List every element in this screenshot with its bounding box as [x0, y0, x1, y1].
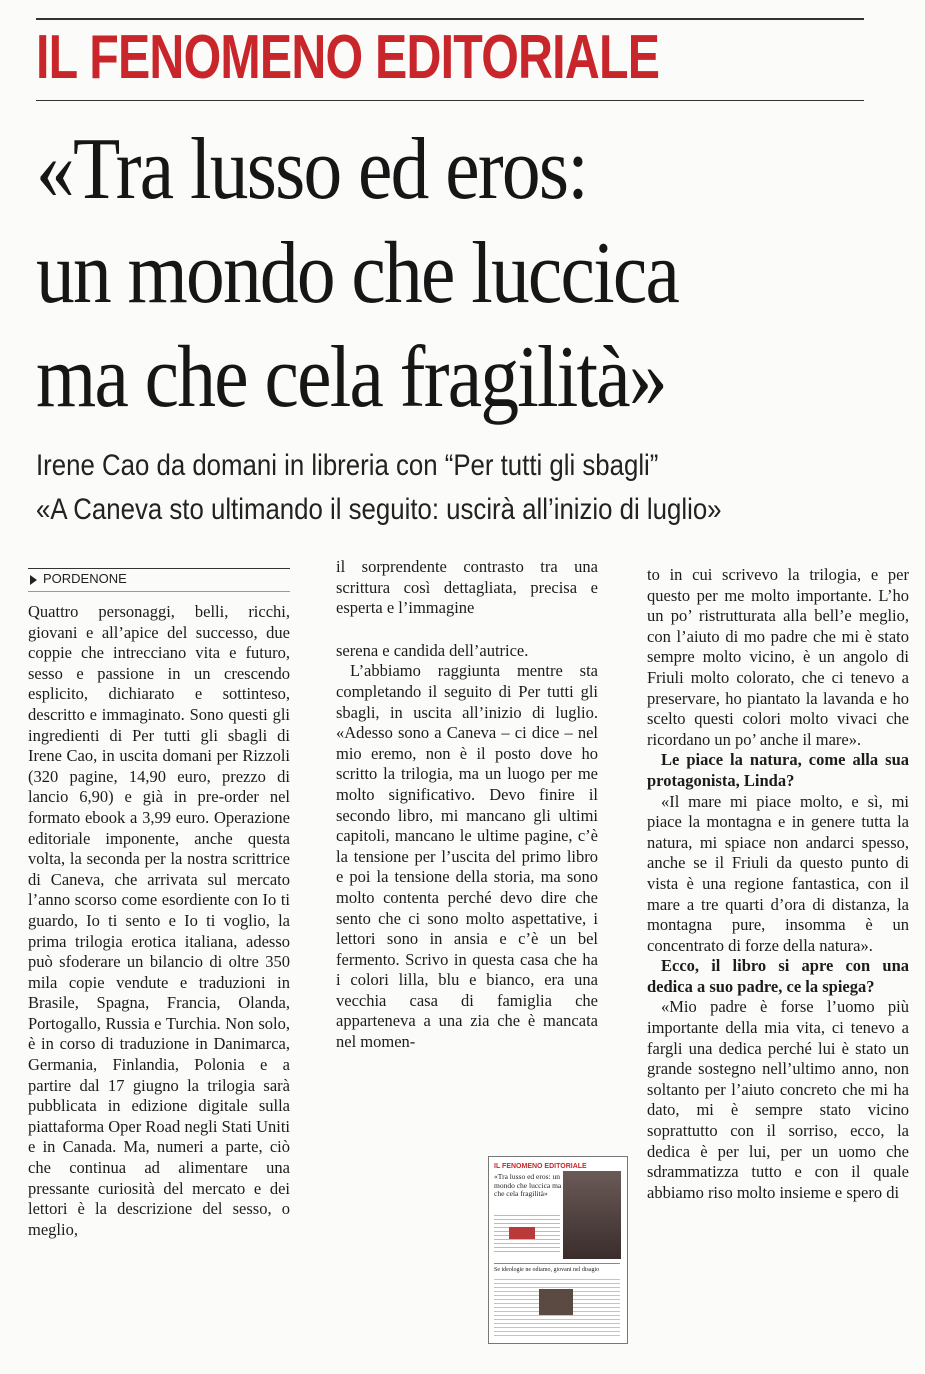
interview-question: Le piace la natura, come alla sua protagonista, Linda? — [647, 750, 909, 790]
paragraph: serena e candida dell’autrice. — [336, 640, 529, 660]
kicker-rule — [36, 100, 864, 101]
paragraph: il sorprendente contrasto tra una scrittura così dettagliata, precisa e esperta e l’immagine — [336, 557, 598, 618]
headline-line-1: «Tra lusso ed eros: — [36, 121, 587, 218]
headline-line-2: un mondo che luccica — [36, 225, 679, 322]
thumbnail-photo — [563, 1171, 621, 1259]
subhead-line-1: Irene Cao da domani in libreria con “Per tutti gli sbagli” — [36, 449, 659, 482]
headline — [36, 118, 916, 430]
page-thumbnail — [488, 1156, 628, 1344]
subheadline — [36, 444, 896, 532]
interview-answer: «Mio padre è forse l’uomo più importante della mia vita, ci tenevo a fargli una dedica perché lui è stato un grande sostegno nell’ultimo anno, non soltanto per l’aiuto concreto che mi ha dato, mi è sempre stato vicino soprattutto con il sorriso, ecco, la dedica è per lui, per un uomo che sdrammatizza tutto e con il quale abbiamo riso molto insieme e spero di — [647, 997, 909, 1202]
thumbnail-book-cover — [509, 1227, 535, 1239]
thumbnail-headline: «Tra lusso ed eros: un mondo che luccica ma che cela fragilità» — [494, 1172, 562, 1198]
article-column-2 — [336, 557, 598, 1117]
thumbnail-second-headline: Se ideologie ne odiamo, giovani nel disagio — [494, 1267, 600, 1273]
article-column-1 — [28, 602, 290, 1342]
thumbnail-photo-2 — [539, 1289, 573, 1315]
dateline-text: PORDENONE — [43, 571, 127, 586]
section-kicker: IL FENOMENO EDITORIALE — [36, 23, 660, 92]
thumbnail-kicker: IL FENOMENO EDITORIALE — [494, 1163, 587, 1170]
thumbnail-rule — [494, 1263, 620, 1264]
headline-line-3: ma che cela fragilità» — [36, 329, 666, 426]
subhead-line-2: «A Caneva sto ultimando il seguito: uscirà all’inizio di luglio» — [36, 493, 722, 526]
interview-question: Ecco, il libro si apre con una dedica a suo padre, ce la spiega? — [647, 956, 909, 996]
paragraph: L’abbiamo raggiunta mentre sta completando il seguito di Per tutti gli sbagli, in uscita all’inizio di luglio. «Adesso sono a Caneva – ci dice – nel mio eremo, non è il posto dove ho scritto la trilogia, ma un luogo per me molto significativo. Devo finire il secondo libro, mi mancano gli ultimi capitoli, mancano le ultime pagine, c’è la tensione per l’uscita del primo libro e poi la tensione della storia, ma sono molto contenta perché devo dire che sento che ci sono molto aspettative, i lettori sono in ansia e c’è un bel fermento. Scrivo in questa casa che ha i colori lilla, blu e bianco, era una vecchia casa di famiglia che apparteneva a una zia che è mancata nel momen- — [336, 661, 598, 1052]
triangle-bullet-icon — [30, 575, 37, 585]
paragraph: to in cui scrivevo la trilogia, e per questo per me molto importante. L’ho un po’ ristrutturata alla bell’e meglio, con l’aiuto di mo padre che mi è stato sempre molto vicino, è un angolo di Friuli molto colorato, che ci tenevo a preservare, ho piantato la lavanda e ho scelto questi colori molto vivaci che ricordano un po’ anche il mare». — [647, 565, 909, 749]
interview-answer: «Il mare mi piace molto, e sì, mi piace la montagna e in genere tutta la natura, mi spiace non andarci spesso, anche se il Friuli da questo punto di vista è una regione fantastica, con il mare a tre quarti d’ora di distanza, la montagna pure, insomma è un concentrato di forze della natura». — [647, 791, 909, 955]
top-rule — [36, 18, 864, 20]
paragraph: Quattro personaggi, belli, ricchi, giovani e all’apice del successo, due coppie che intrecciano vita e futuro, sesso e passione in un crescendo esplicito, dichiarato e sottinteso, descritto e immaginato. Sono questi gli ingredienti di Per tutti gli sbagli di Irene Cao, in uscita domani per Rizzoli (320 pagine, 14,90 euro, prezzo di lancio 6,90) e già in pre-order nel formato ebook a 3,99 euro. Operazione editoriale imponente, anche questa volta, la seconda per la nostra scrittrice di Caneva, che arrivata sul mercato l’anno scorso come esordiente con Io ti guardo, Io ti sento e Io ti voglio, la prima trilogia erotica italiana, adesso può sfoderare un bilancio di oltre 350 mila copie vendute e traduzioni in Brasile, Spagna, Francia, Olanda, Portogallo, Russia e Turchia. Non solo, è in corso di traduzione in Danimarca, Germania, Finlandia, Polonia e a partire dal 17 giugno la trilogia sarà pubblicata in edizione digitale sulla piattaforma Oper Road negli Stati Uniti e in Canada. Ma, numeri a parte, ciò che continua ad alimentare una pressante curiosità del mercato e dei lettori è la descrizione del sesso, o meglio, — [28, 602, 290, 1239]
dateline — [28, 568, 290, 592]
article-column-3 — [647, 565, 909, 1355]
